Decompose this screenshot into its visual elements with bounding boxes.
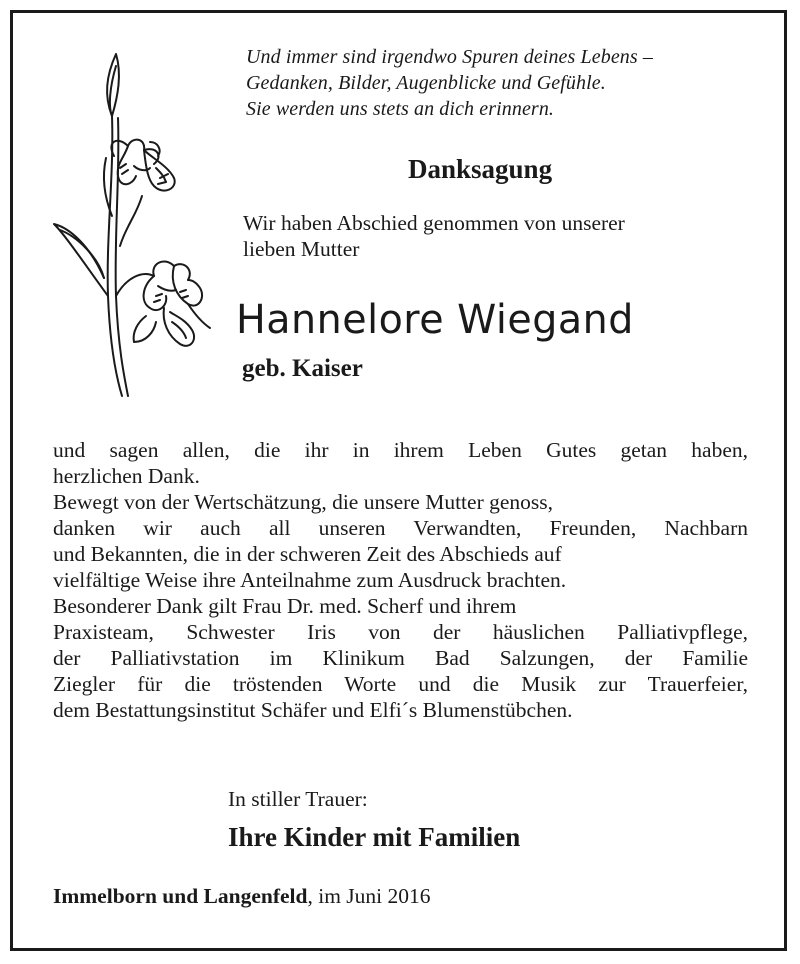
thanks-line: und sagen allen, die ihr in ihrem Leben Gutes getan haben, bbox=[53, 438, 748, 462]
deceased-name: Hannelore Wiegand bbox=[236, 297, 634, 343]
thanks-text bbox=[53, 437, 748, 723]
intro-line: Wir haben Abschied genommen von unserer bbox=[243, 211, 625, 235]
notice-date: , im Juni 2016 bbox=[307, 884, 431, 908]
quote-line: Und immer sind irgendwo Spuren deines Lebens – bbox=[246, 46, 653, 68]
intro-text bbox=[243, 210, 763, 262]
quote-line: Gedanken, Bilder, Augenblicke und Gefühle. bbox=[246, 72, 606, 94]
thanks-line: danken wir auch all unseren Verwandten, Freunden, Nachbarn bbox=[53, 516, 748, 540]
thanks-line: Bewegt von der Wertschätzung, die unsere Mutter genoss, bbox=[53, 490, 554, 514]
thanks-line: und Bekannten, die in der schweren Zeit des Abschieds auf bbox=[53, 542, 562, 566]
thanks-line: Besonderer Dank gilt Frau Dr. med. Scherf und ihrem bbox=[53, 594, 517, 618]
signatories: Ihre Kinder mit Familien bbox=[228, 822, 521, 852]
iris-flower-icon bbox=[46, 46, 216, 406]
thanks-line: vielfältige Weise ihre Anteilnahme zum Ausdruck brachten. bbox=[53, 568, 567, 592]
notice-heading: Danksagung bbox=[408, 154, 553, 184]
mourning-phrase: In stiller Trauer: bbox=[228, 787, 368, 811]
thanks-line: der Palliativstation im Klinikum Bad Salzungen, der Familie bbox=[53, 646, 748, 670]
thanks-line: dem Bestattungsinstitut Schäfer und Elfi´s Blumenstübchen. bbox=[53, 698, 573, 722]
maiden-name: geb. Kaiser bbox=[242, 355, 363, 382]
thanks-line: herzlichen Dank. bbox=[53, 464, 200, 488]
thanks-line: Ziegler für die tröstenden Worte und die Musik zur Trauerfeier, bbox=[53, 672, 748, 696]
quote-line: Sie werden uns stets an dich erinnern. bbox=[246, 98, 555, 120]
place-date bbox=[53, 881, 431, 911]
intro-line: lieben Mutter bbox=[243, 237, 360, 261]
memorial-quote bbox=[246, 44, 766, 122]
place-name: Immelborn und Langenfeld bbox=[53, 884, 308, 908]
thanks-line: Praxisteam, Schwester Iris von der häuslichen Palliativpflege, bbox=[53, 620, 748, 644]
